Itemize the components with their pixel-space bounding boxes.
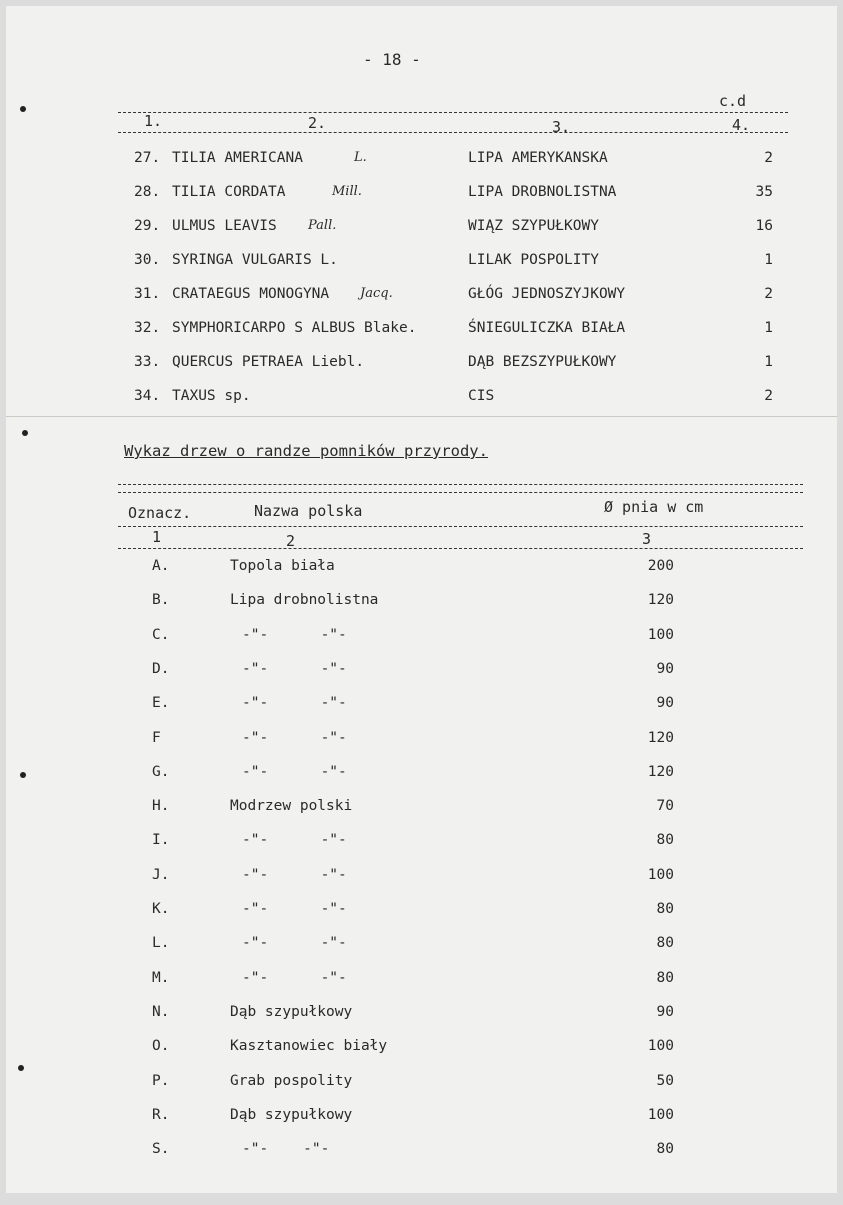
table1-row-number: 34. <box>134 388 161 404</box>
table1-row-number: 28. <box>134 184 161 200</box>
table2-mark: P. <box>152 1072 170 1089</box>
table2-diameter: 120 <box>647 592 674 609</box>
table2-diameter: 80 <box>656 901 674 917</box>
table1-polish-name: LIPA AMERYKANSKA <box>468 150 608 166</box>
table2-mark: D. <box>152 660 170 677</box>
punch-hole <box>22 430 28 436</box>
table1-polish-name: WIĄZ SZYPUŁKOWY <box>468 218 599 234</box>
table1-col2: 2. <box>308 114 327 132</box>
table1-row-number: 33. <box>134 354 161 370</box>
table2-polish-name: Modrzew polski <box>230 798 353 815</box>
table2-mark: R. <box>152 1106 170 1123</box>
table2-diameter: 120 <box>647 763 674 780</box>
table2-diameter: 80 <box>656 1141 674 1158</box>
table1-count: 1 <box>764 320 773 336</box>
table1-row-number: 30. <box>134 252 161 268</box>
table1-latin-name: SYRINGA VULGARIS L. <box>172 252 338 268</box>
table1-count: 2 <box>764 150 773 166</box>
document-page <box>6 6 837 1193</box>
table1-count: 2 <box>764 286 773 302</box>
page-number: - 18 - <box>363 50 421 69</box>
table2-rule-mid <box>118 526 803 527</box>
table2-mark: L. <box>152 935 170 952</box>
table1-latin-name: QUERCUS PETRAEA Liebl. <box>172 354 365 370</box>
table1-latin-name: ULMUS LEAVIS <box>172 218 277 234</box>
table2-header-mark: Oznacz. <box>128 504 192 522</box>
table2-diameter: 90 <box>656 695 674 712</box>
table2-polish-name: -"- -"- <box>242 935 347 952</box>
table2-rule-top2 <box>118 492 803 493</box>
table2-polish-name: Dąb szypułkowy <box>230 1106 353 1123</box>
table1-row-number: 31. <box>134 286 161 302</box>
table1-latin-name: SYMPHORICARPO S ALBUS Blake. <box>172 320 417 336</box>
table2-diameter: 80 <box>656 969 674 986</box>
table1-polish-name: LILAK POSPOLITY <box>468 252 599 268</box>
table2-mark: H. <box>152 798 170 815</box>
table1-author: L. <box>354 150 367 165</box>
continuation-note: c.d <box>719 92 747 110</box>
table1-row-number: 32. <box>134 320 161 336</box>
table2-polish-name: -"- -"- <box>242 901 347 917</box>
table1-count: 35 <box>755 184 773 200</box>
table2-rule-top <box>118 484 803 485</box>
table2-col3: 3 <box>642 530 652 548</box>
table1-count: 16 <box>755 218 773 234</box>
table1-col1: 1. <box>144 112 163 130</box>
table2-polish-name: Grab pospolity <box>230 1072 353 1089</box>
punch-hole <box>20 772 26 778</box>
table1-author: Mill. <box>332 184 362 199</box>
table1-count: 2 <box>764 388 773 404</box>
table1-polish-name: GŁÓG JEDNOSZYJKOWY <box>468 286 626 302</box>
table2-polish-name: -"- -"- <box>242 1141 330 1158</box>
table2-polish-name: -"- -"- <box>242 626 347 643</box>
table1-latin-name: TILIA CORDATA <box>172 184 286 200</box>
table2-diameter: 80 <box>656 935 674 952</box>
table2-polish-name: -"- -"- <box>242 866 347 883</box>
table2-diameter: 200 <box>647 558 674 574</box>
table2-polish-name: -"- -"- <box>242 695 347 712</box>
table2-polish-name: Lipa drobnolistna <box>230 592 379 609</box>
table2-diameter: 90 <box>656 660 674 677</box>
table2-mark: N. <box>152 1003 170 1020</box>
table1-col3: 3. <box>552 118 571 136</box>
table1-col4: 4. <box>732 116 751 134</box>
table2-header-name: Nazwa polska <box>254 502 363 520</box>
table1-count: 1 <box>764 252 773 268</box>
table2-diameter: 100 <box>647 1106 674 1123</box>
table2-mark: C. <box>152 626 170 643</box>
table1-author: Pall. <box>308 218 337 233</box>
punch-hole <box>18 1065 24 1071</box>
table2-diameter: 50 <box>656 1072 674 1089</box>
table1-row-number: 29. <box>134 218 161 234</box>
table2-diameter: 80 <box>656 832 674 849</box>
table1-author: Jacq. <box>360 286 393 301</box>
table2-polish-name: -"- -"- <box>242 729 347 746</box>
table2-polish-name: Dąb szypułkowy <box>230 1003 353 1020</box>
table1-polish-name: LIPA DROBNOLISTNA <box>468 184 617 200</box>
table2-mark: S. <box>152 1141 170 1158</box>
table2-mark: G. <box>152 763 170 780</box>
table2-col1: 1 <box>152 528 162 546</box>
table1-latin-name: TAXUS sp. <box>172 388 251 404</box>
table1-rule-top <box>118 112 788 113</box>
table2-polish-name: -"- -"- <box>242 763 347 780</box>
table1-count: 1 <box>764 354 773 370</box>
table2-diameter: 100 <box>647 866 674 883</box>
table2-col2: 2 <box>286 532 296 550</box>
table2-mark: K. <box>152 901 170 917</box>
table2-diameter: 90 <box>656 1003 674 1020</box>
table2-mark: J. <box>152 866 170 883</box>
table2-mark: O. <box>152 1038 170 1055</box>
table2-diameter: 100 <box>647 626 674 643</box>
table2-polish-name: Topola biała <box>230 558 335 574</box>
table1-polish-name: ŚNIEGULICZKA BIAŁA <box>468 320 626 336</box>
table2-mark: E. <box>152 695 170 712</box>
table2-rule-bottom <box>118 548 803 549</box>
table1-row-number: 27. <box>134 150 161 166</box>
section-title: Wykaz drzew o randze pomników przyrody. <box>124 442 488 460</box>
table2-polish-name: -"- -"- <box>242 969 347 986</box>
table2-diameter: 120 <box>647 729 674 746</box>
punch-hole <box>20 106 26 112</box>
table2-mark: B. <box>152 592 170 609</box>
table2-mark: F <box>152 729 161 746</box>
table1-polish-name: DĄB BEZSZYPUŁKOWY <box>468 354 617 370</box>
table1-latin-name: CRATAEGUS MONOGYNA <box>172 286 330 302</box>
table2-diameter: 100 <box>647 1038 674 1055</box>
table2-mark: A. <box>152 558 170 574</box>
table2-diameter: 70 <box>656 798 674 815</box>
table2-polish-name: -"- -"- <box>242 832 347 849</box>
table2-polish-name: Kasztanowiec biały <box>230 1038 388 1055</box>
table2-header-diameter: Ø pnia w cm <box>604 498 704 516</box>
paper-fold <box>6 416 837 417</box>
table1-polish-name: CIS <box>468 388 495 404</box>
table2-mark: M. <box>152 969 170 986</box>
table1-latin-name: TILIA AMERICANA <box>172 150 303 166</box>
table2-mark: I. <box>152 832 170 849</box>
table1-rule-bottom <box>118 132 788 133</box>
table2-polish-name: -"- -"- <box>242 660 347 677</box>
